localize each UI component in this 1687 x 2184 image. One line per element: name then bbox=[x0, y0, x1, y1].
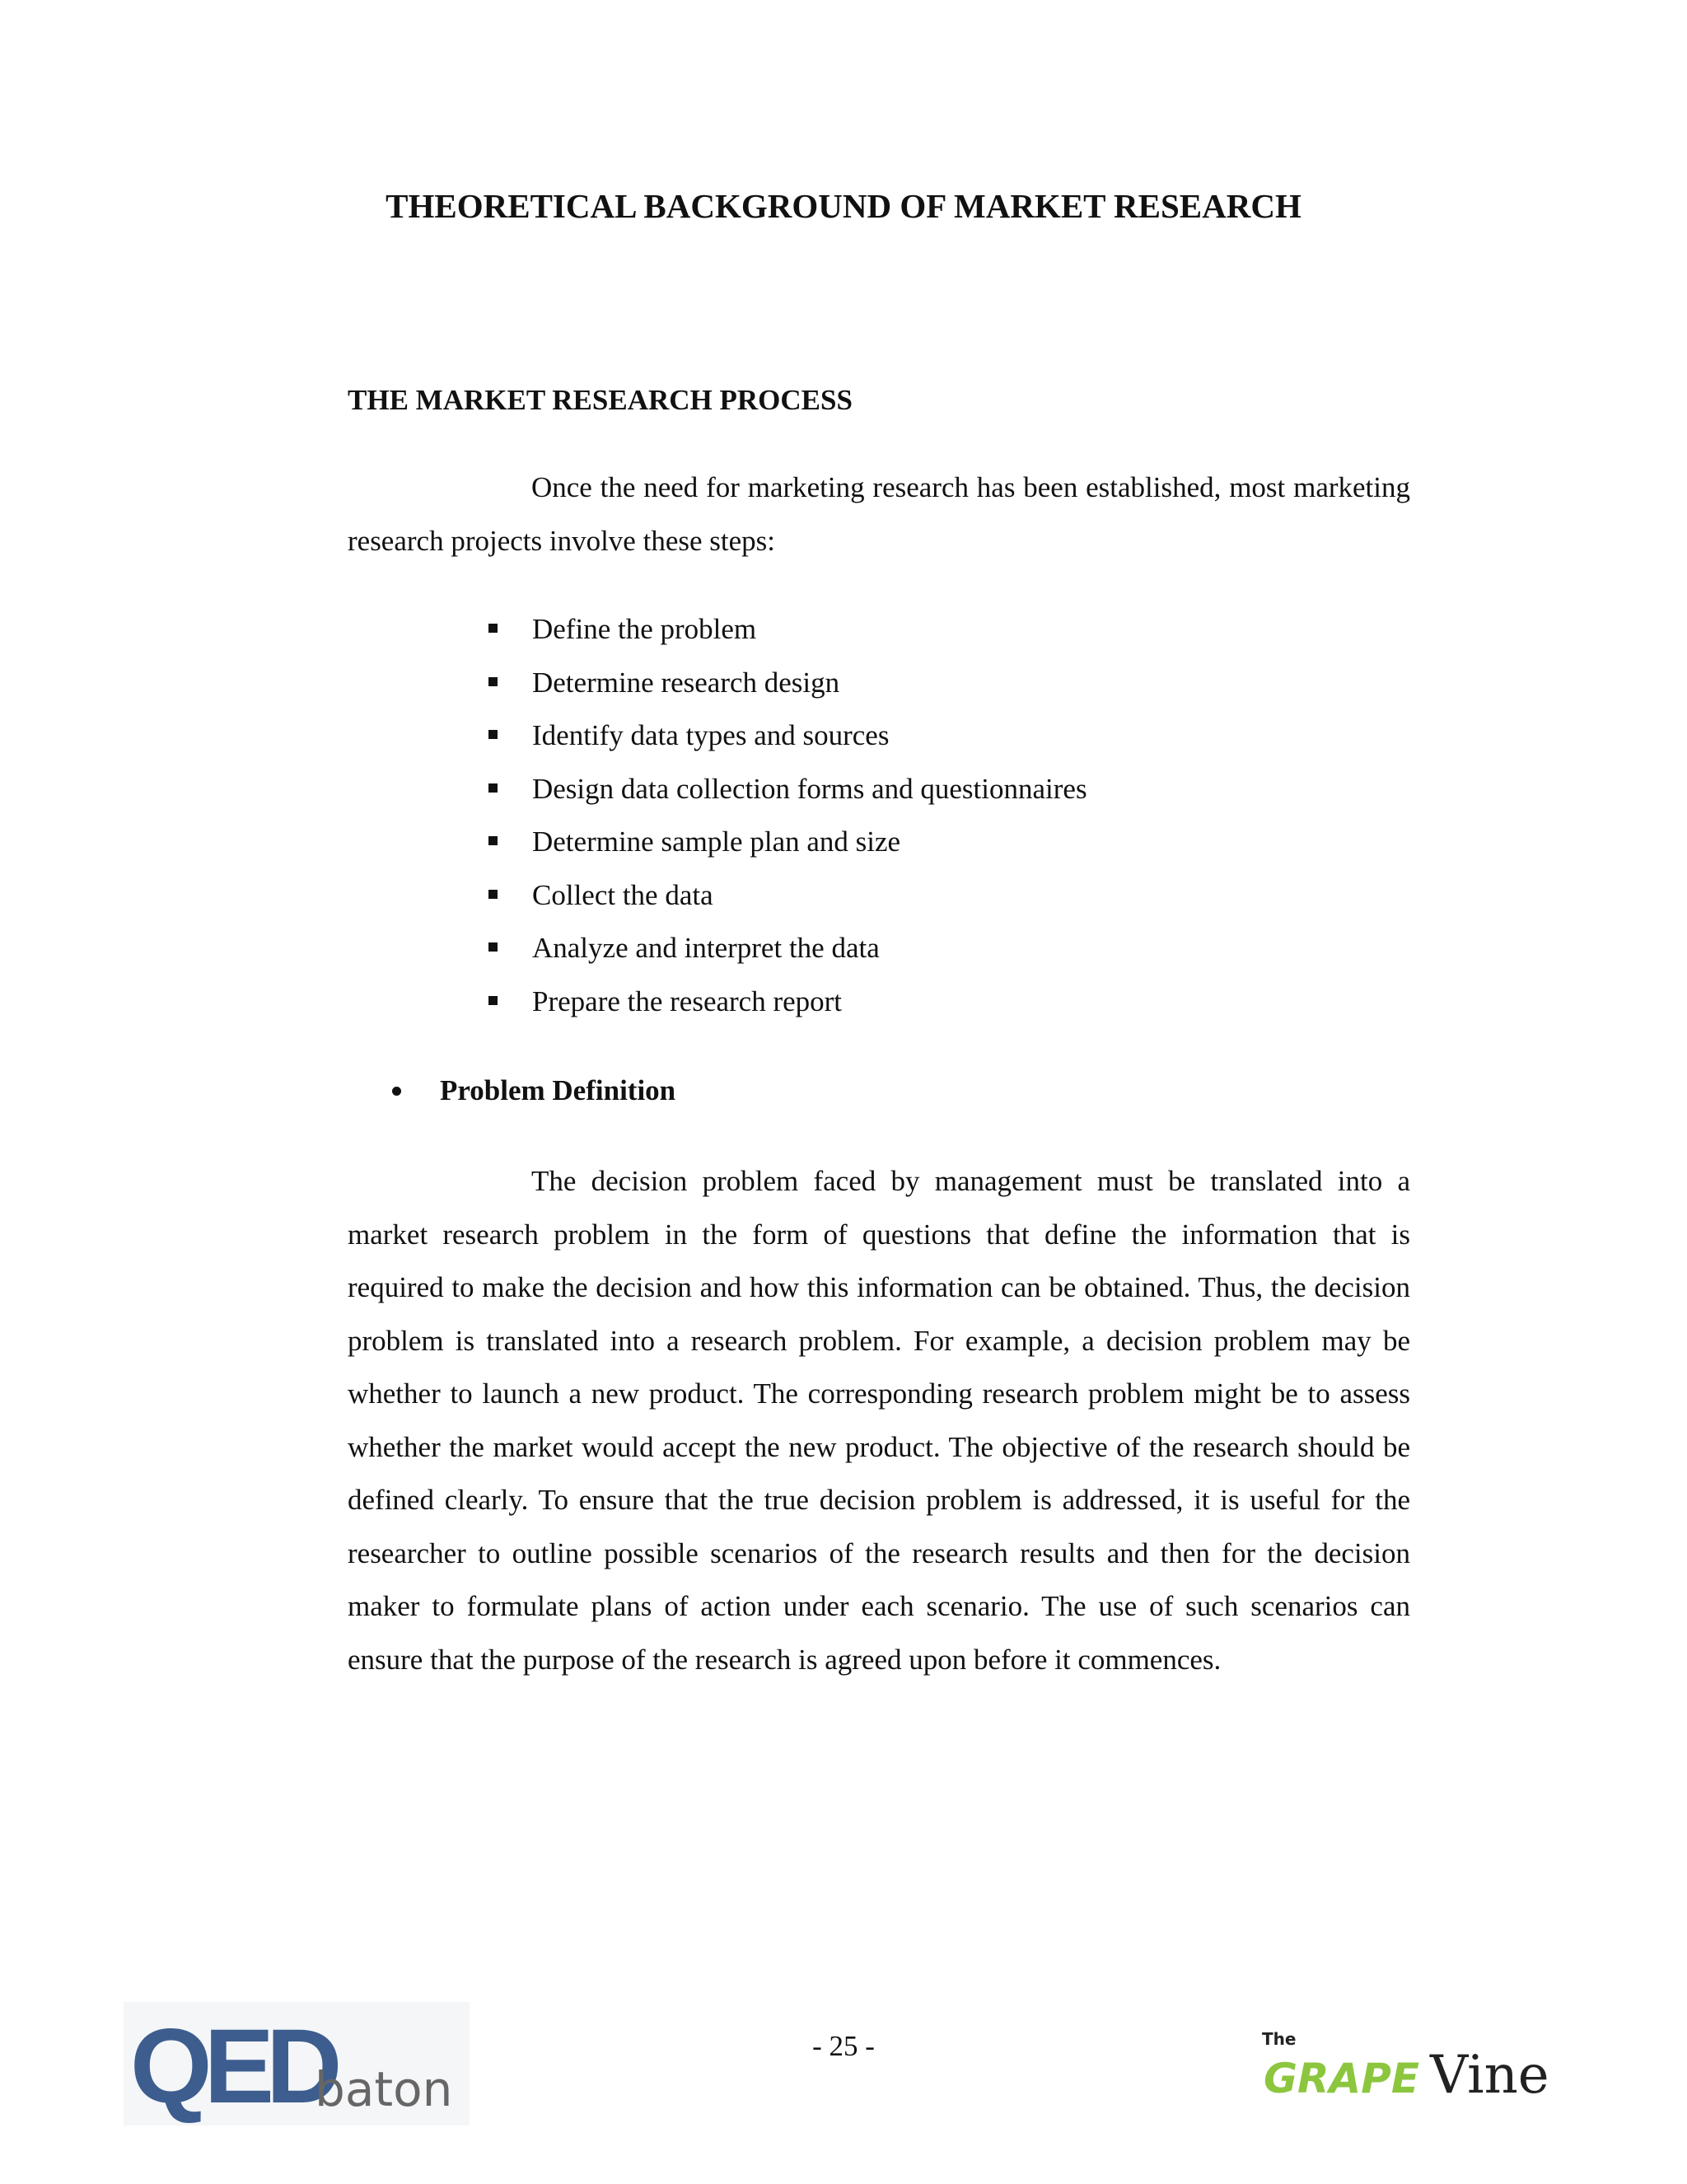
square-bullet-icon bbox=[488, 836, 498, 845]
square-bullet-icon bbox=[488, 783, 498, 793]
list-item bbox=[486, 763, 1087, 816]
step-label: Determine research design bbox=[532, 666, 840, 699]
step-label: Prepare the research report bbox=[532, 984, 843, 1017]
list-item bbox=[486, 603, 1087, 657]
step-label: Analyze and interpret the data bbox=[532, 932, 880, 964]
list-item bbox=[486, 869, 1087, 923]
step-label: Identify data types and sources bbox=[532, 719, 890, 751]
grapevine-brand-text: GRAPE bbox=[1264, 2055, 1420, 2102]
baton-logo-text: baton bbox=[315, 2061, 453, 2117]
square-bullet-icon bbox=[488, 730, 498, 739]
list-item bbox=[486, 975, 1087, 1029]
list-item bbox=[486, 816, 1087, 869]
section-heading: THE MARKET RESEARCH PROCESS bbox=[348, 384, 853, 416]
grapevine-logo-icon bbox=[1260, 2027, 1590, 2126]
grapevine-logo bbox=[1260, 2027, 1590, 2126]
step-label: Define the problem bbox=[532, 613, 757, 645]
qed-logo-text: QED bbox=[130, 2008, 334, 2126]
page-number: - 25 - bbox=[812, 2030, 875, 2062]
square-bullet-icon bbox=[488, 677, 498, 686]
square-bullet-icon bbox=[488, 624, 498, 633]
intro-paragraph: Once the need for marketing research has been established, most marketing research projects involve these steps: bbox=[348, 471, 1410, 557]
square-bullet-icon bbox=[488, 996, 498, 1005]
steps-list bbox=[486, 603, 1087, 1028]
step-label: Design data collection forms and questionnaires bbox=[532, 772, 1087, 805]
list-item bbox=[486, 657, 1087, 710]
grapevine-word-text: Vine bbox=[1430, 2045, 1549, 2106]
square-bullet-icon bbox=[488, 942, 498, 952]
step-label: Determine sample plan and size bbox=[532, 825, 901, 858]
page-title: THEORETICAL BACKGROUND OF MARKET RESEARCH bbox=[386, 187, 1301, 225]
subsection-heading bbox=[392, 1071, 676, 1111]
grapevine-the-text: The bbox=[1262, 2029, 1297, 2049]
step-label: Collect the data bbox=[532, 878, 713, 911]
problem-definition-paragraph: The decision problem faced by management must be translated into a market research problem in the form of questions that define the information that is required to make the decision and how this information can be obtained. Thus, the decision problem is translated into a research problem. For example, a decision problem may be whether to launch a new product. The corresponding research problem might be to assess whether the market would accept the new product. The objective of the research should be defined clearly. To ensure that the true decision problem is addressed, it is useful for the researcher to outline possible scenarios of the research results and then for the decision maker to formulate plans of action under each scenario. The use of such scenarios can ensure that the purpose of the research is agreed upon before it commences. bbox=[348, 1165, 1410, 1676]
square-bullet-icon bbox=[488, 890, 498, 899]
list-item bbox=[486, 709, 1087, 763]
list-item bbox=[486, 922, 1087, 975]
round-bullet-icon bbox=[392, 1087, 401, 1096]
subsection-heading-label: Problem Definition bbox=[440, 1074, 676, 1106]
